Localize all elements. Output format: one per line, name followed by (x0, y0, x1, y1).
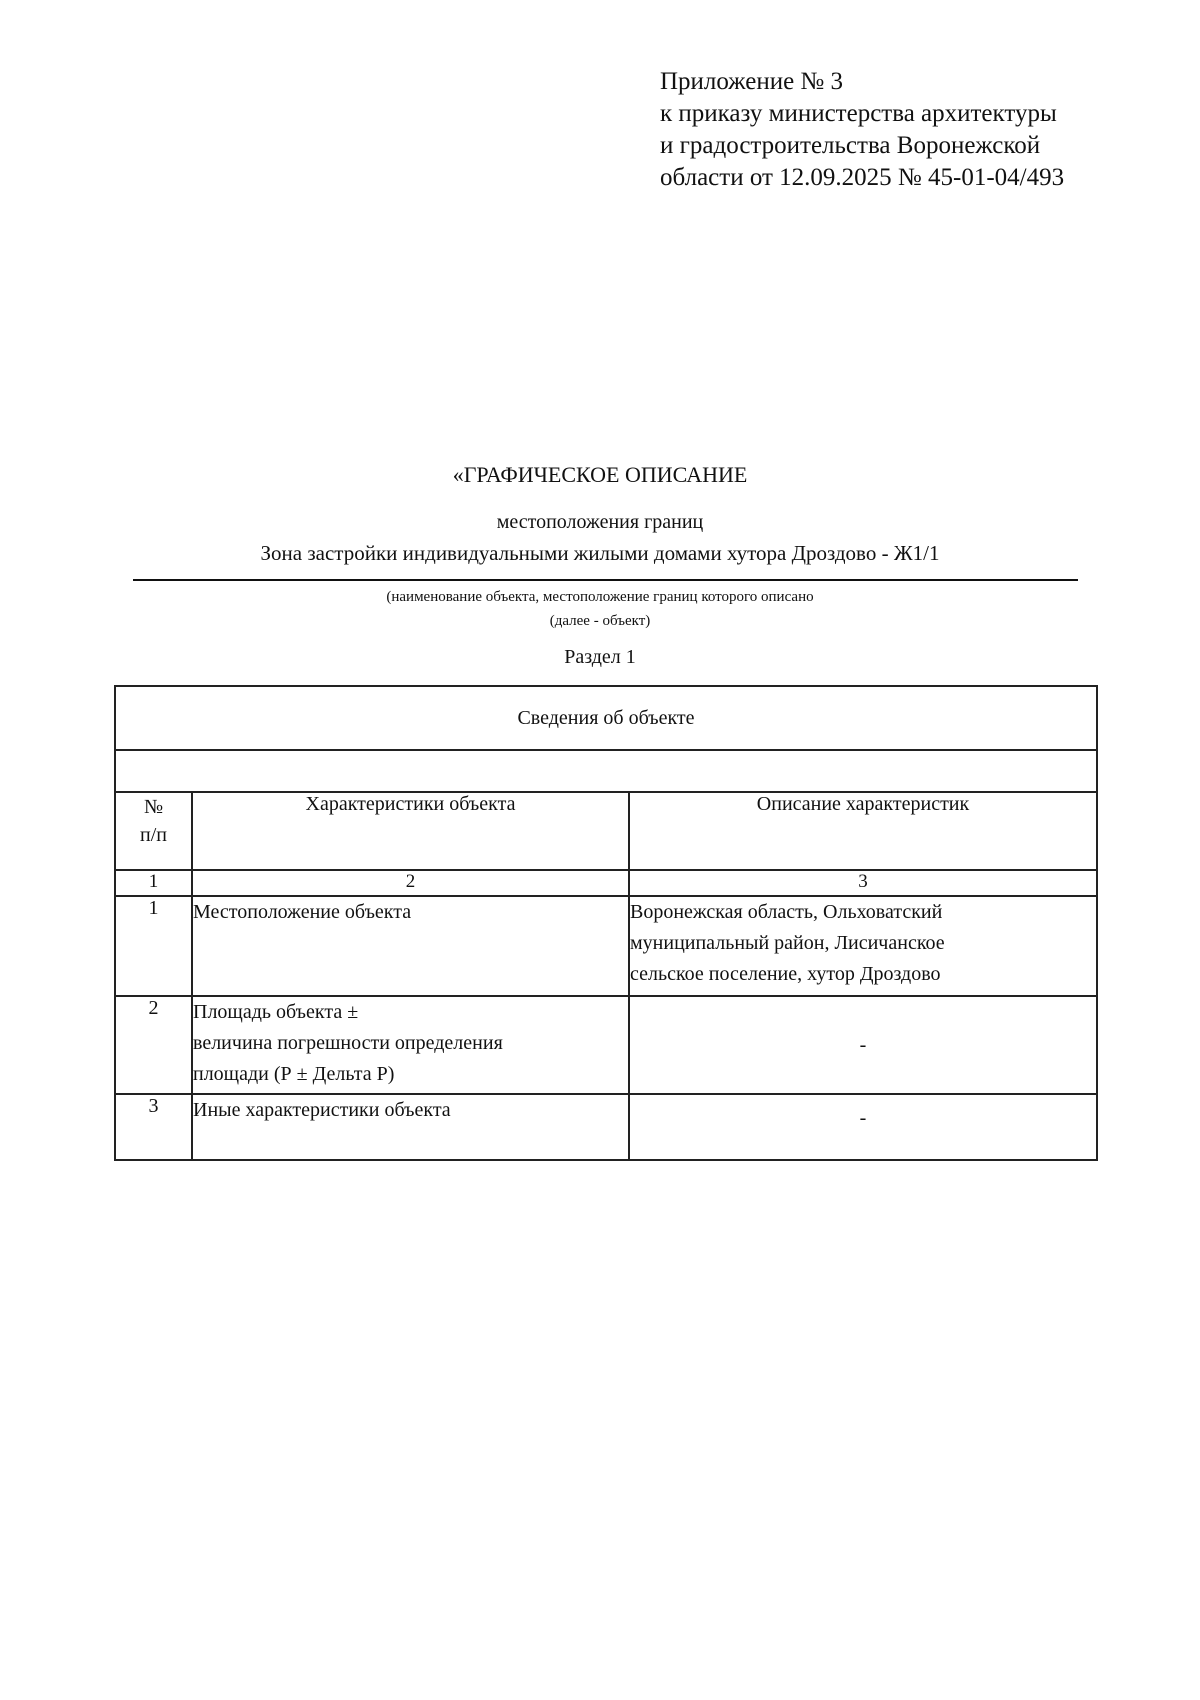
appendix-line: области от 12.09.2025 № 45-01-04/493 (660, 164, 1065, 191)
column-index: 1 (115, 870, 192, 896)
row-number: 1 (115, 896, 192, 996)
column-header-num (115, 792, 192, 870)
row-characteristic (192, 896, 629, 996)
table-row (115, 1094, 1097, 1160)
object-info-table (114, 685, 1098, 1161)
table-title: Сведения об объекте (115, 686, 1097, 750)
caption-line: (наименование объекта, местоположение границ которого описано (386, 589, 814, 605)
row-description: - (629, 1094, 1097, 1160)
empty-row (115, 750, 1097, 792)
row-characteristic (192, 996, 629, 1094)
appendix-line: и градостроительства Воронежской (660, 132, 1041, 159)
section-label: Раздел 1 (564, 646, 636, 668)
column-header-description: Описание характеристик (629, 792, 1097, 870)
caption-line: (далее - объект) (549, 613, 651, 629)
column-header-num-line: п/п (140, 824, 167, 846)
description-line: Воронежская область, Ольховатский (630, 901, 943, 923)
description-line: муниципальный район, Лисичанское (630, 932, 945, 954)
row-characteristic (192, 1094, 629, 1160)
object-name-caption (0, 585, 1200, 633)
characteristic-line: площади (Р ± Дельта Р) (193, 1063, 395, 1085)
characteristic-line: Иные характеристики объекта (193, 1099, 451, 1121)
underline-rule (133, 579, 1078, 581)
column-index: 3 (629, 870, 1097, 896)
characteristic-line: величина погрешности определения (193, 1032, 503, 1054)
row-description: - (629, 996, 1097, 1094)
column-header-row (115, 792, 1097, 870)
object-name: Зона застройки индивидуальными жилыми домами хутора Дроздово - Ж1/1 (260, 541, 940, 565)
column-index-row (115, 870, 1097, 896)
row-number: 3 (115, 1094, 192, 1160)
description-line: сельское поселение, хутор Дроздово (630, 963, 941, 985)
column-header-num-line: № (143, 796, 164, 818)
row-description (629, 896, 1097, 996)
characteristic-line: Местоположение объекта (193, 901, 412, 923)
table-row (115, 896, 1097, 996)
appendix-line: Приложение № 3 (660, 68, 844, 95)
appendix-line: к приказу министерства архитектуры (660, 100, 1057, 127)
document-title: «ГРАФИЧЕСКОЕ ОПИСАНИЕ (452, 462, 748, 487)
characteristic-line: Площадь объекта ± (193, 1001, 359, 1023)
appendix-header (660, 66, 1180, 194)
column-header-characteristics: Характеристики объекта (192, 792, 629, 870)
table-row (115, 996, 1097, 1094)
column-index: 2 (192, 870, 629, 896)
row-number: 2 (115, 996, 192, 1094)
document-subtitle: местоположения границ (496, 511, 704, 533)
